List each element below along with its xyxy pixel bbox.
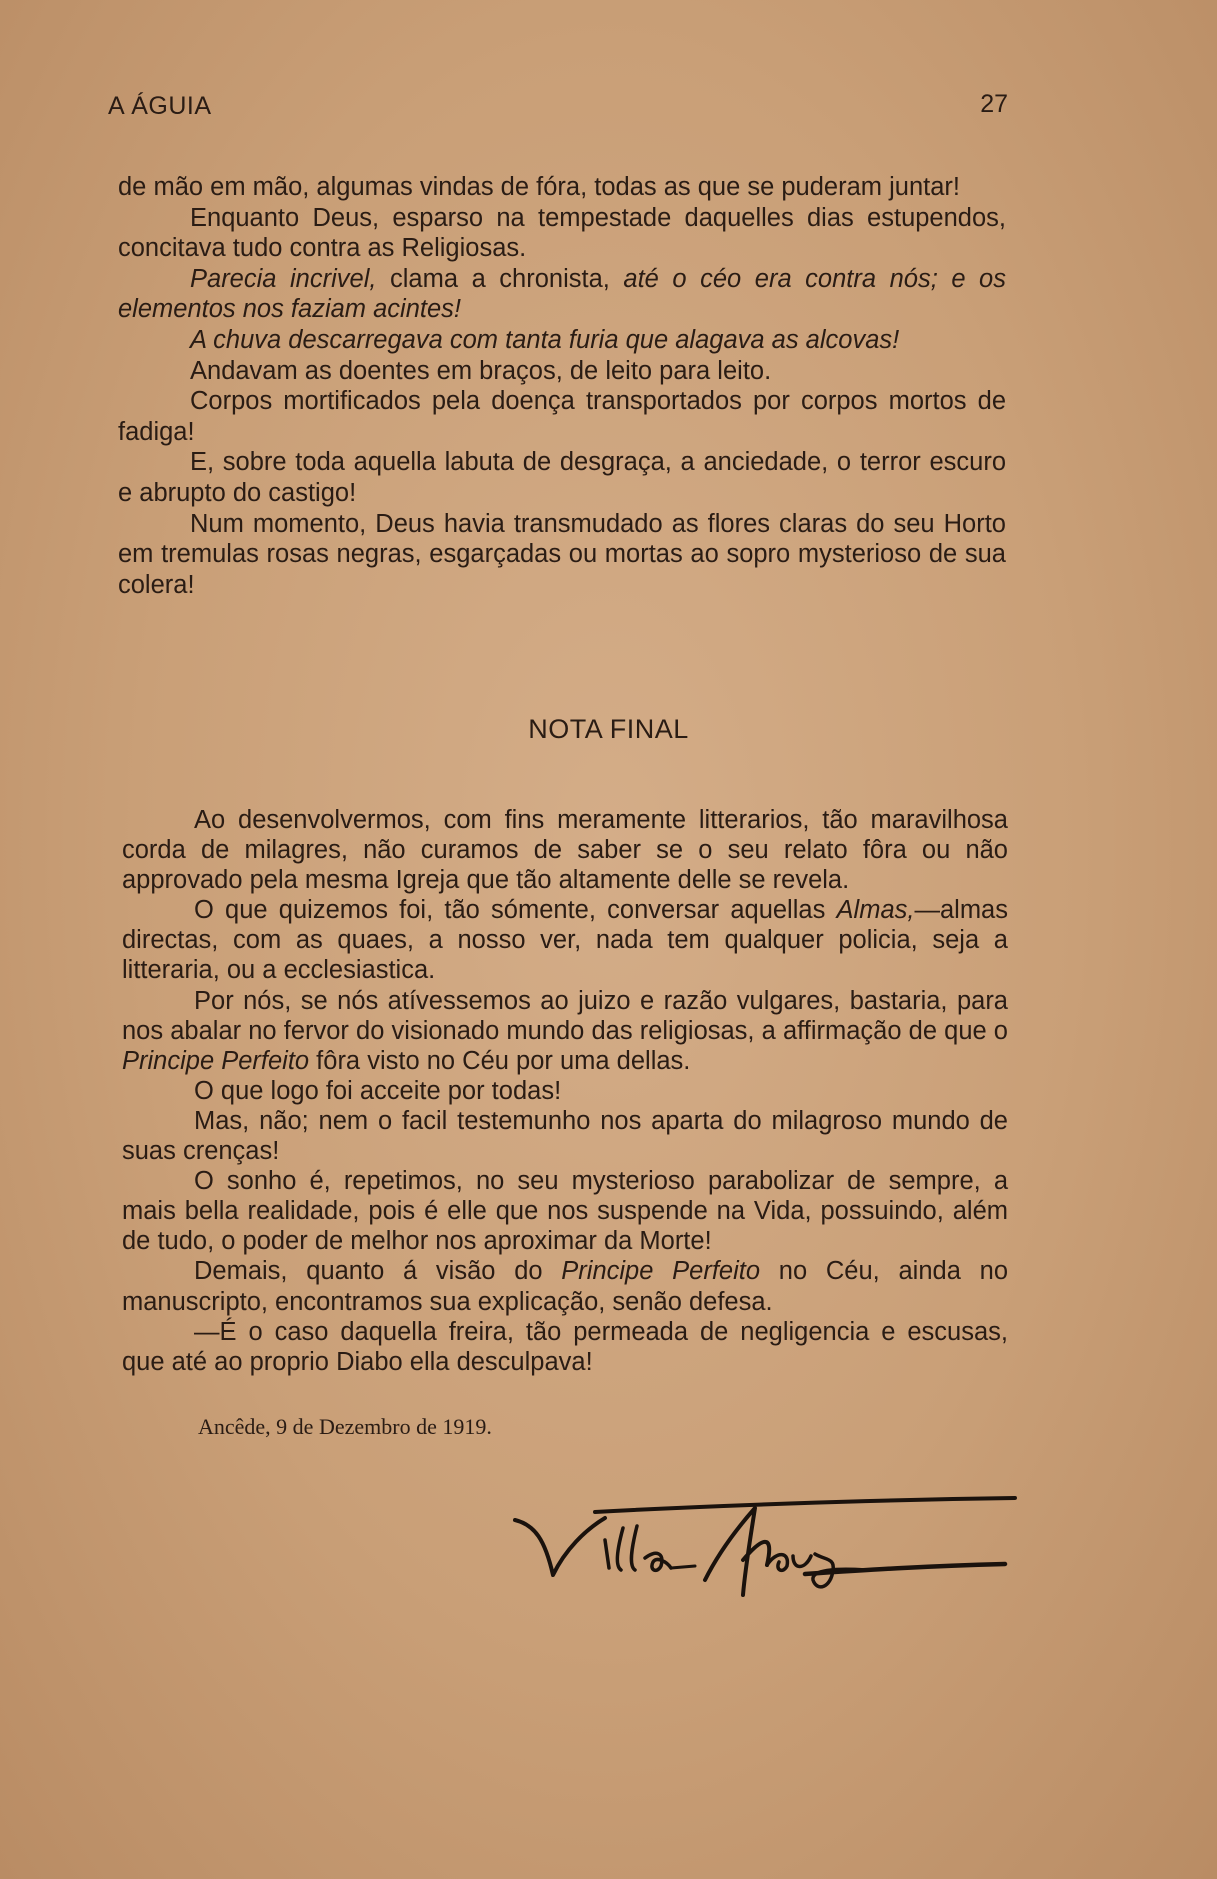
signature-stroke bbox=[671, 1566, 695, 1568]
paragraph: Enquanto Deus, esparso na tempestade daquelles dias estupendos, concitava tudo contra as Religiosas. bbox=[118, 203, 1006, 263]
signature bbox=[505, 1470, 1025, 1610]
plain-text: Demais, quanto á visão do bbox=[194, 1257, 562, 1286]
signature-flourish bbox=[595, 1498, 1015, 1512]
dateline: Ancêde, 9 de Dezembro de 1919. bbox=[198, 1414, 492, 1439]
plain-text: fôra visto no Céu por uma dellas. bbox=[309, 1046, 691, 1075]
plain-text: clama a chronista, bbox=[376, 264, 624, 293]
signature-text: Villa-Moura bbox=[505, 1470, 511, 1471]
italic-text: Almas, bbox=[836, 896, 915, 925]
page-number: 27 bbox=[980, 90, 1008, 118]
plain-text: Por nós, se nós atívessemos ao juizo e razão vulgares, bastaria, para nos abalar no fervor do visionado mundo das religiosas, a affirmação de que o bbox=[122, 986, 1008, 1045]
signature-stroke bbox=[705, 1508, 769, 1595]
page-header bbox=[108, 92, 1008, 132]
italic-text: até o céo era contra nós; e os elementos nos faziam acintes! bbox=[118, 264, 1006, 324]
paragraph: Ao desenvolvermos, com fins meramente litterarios, tão maravilhosa corda de milagres, não curamos de saber se o seu relato fôra ou não approvado pela mesma Igreja que tão altamente delle se revela. bbox=[122, 806, 1008, 895]
final-note-text bbox=[122, 805, 1008, 1377]
paragraph bbox=[118, 264, 1006, 325]
paragraph: Num momento, Deus havia transmudado as flores claras do seu Horto em tremulas rosas negras, esgarçadas ou mortas ao sopro mysterioso de sua colera! bbox=[118, 509, 1006, 599]
body-text bbox=[118, 172, 1006, 600]
paragraph: Corpos mortificados pela doença transportados por corpos mortos de fadiga! bbox=[118, 387, 1006, 446]
paragraph: E, sobre toda aquella labuta de desgraça, a anciedade, o terror escuro e abrupto do castigo! bbox=[118, 448, 1006, 507]
signature-stroke bbox=[515, 1518, 605, 1575]
italic-text: Principe Perfeito bbox=[122, 1046, 310, 1075]
italic-text: Parecia incrivel, bbox=[190, 264, 377, 293]
italic-text: Principe Perfeito bbox=[561, 1257, 761, 1286]
section-title: NOTA FINAL bbox=[528, 714, 689, 744]
plain-text: no Céu, ainda no manuscripto, encontramos sua explicação, senão defesa. bbox=[122, 1257, 1008, 1316]
paragraph: O sonho é, repetimos, no seu mysterioso parabolizar de sempre, a mais bella realidade, pois é elle que nos suspende na Vida, possuindo, além de tudo, o poder de melhor nos aproximar da Morte! bbox=[122, 1167, 1008, 1256]
paragraph bbox=[122, 1256, 1008, 1316]
signature-stroke bbox=[605, 1526, 671, 1570]
paragraph bbox=[122, 895, 1008, 985]
plain-text: O que quizemos foi, tão sómente, conversar aquellas bbox=[194, 896, 837, 925]
paragraph: de mão em mão, algumas vindas de fóra, todas as que se puderam juntar! bbox=[118, 173, 960, 201]
paragraph: A chuva descarregava com tanta furia que alagava as alcovas! bbox=[190, 325, 900, 354]
paragraph: —É o caso daquella freira, tão permeada de negligencia e escusas, que até ao proprio Diabo ella desculpava! bbox=[122, 1317, 1008, 1376]
running-title: A ÁGUIA bbox=[108, 92, 212, 120]
plain-text: —almas directas, com as quaes, a nosso ver, nada tem qualquer policia, seja a litteraria, ou a ecclesiastica. bbox=[122, 896, 1008, 985]
paragraph bbox=[122, 986, 1008, 1076]
paragraph: Mas, não; nem o facil testemunho nos aparta do milagroso mundo de suas crenças! bbox=[122, 1106, 1008, 1166]
paragraph: O que logo foi acceite por todas! bbox=[194, 1076, 562, 1105]
paragraph: Andavam as doentes em braços, de leito para leito. bbox=[190, 356, 772, 385]
